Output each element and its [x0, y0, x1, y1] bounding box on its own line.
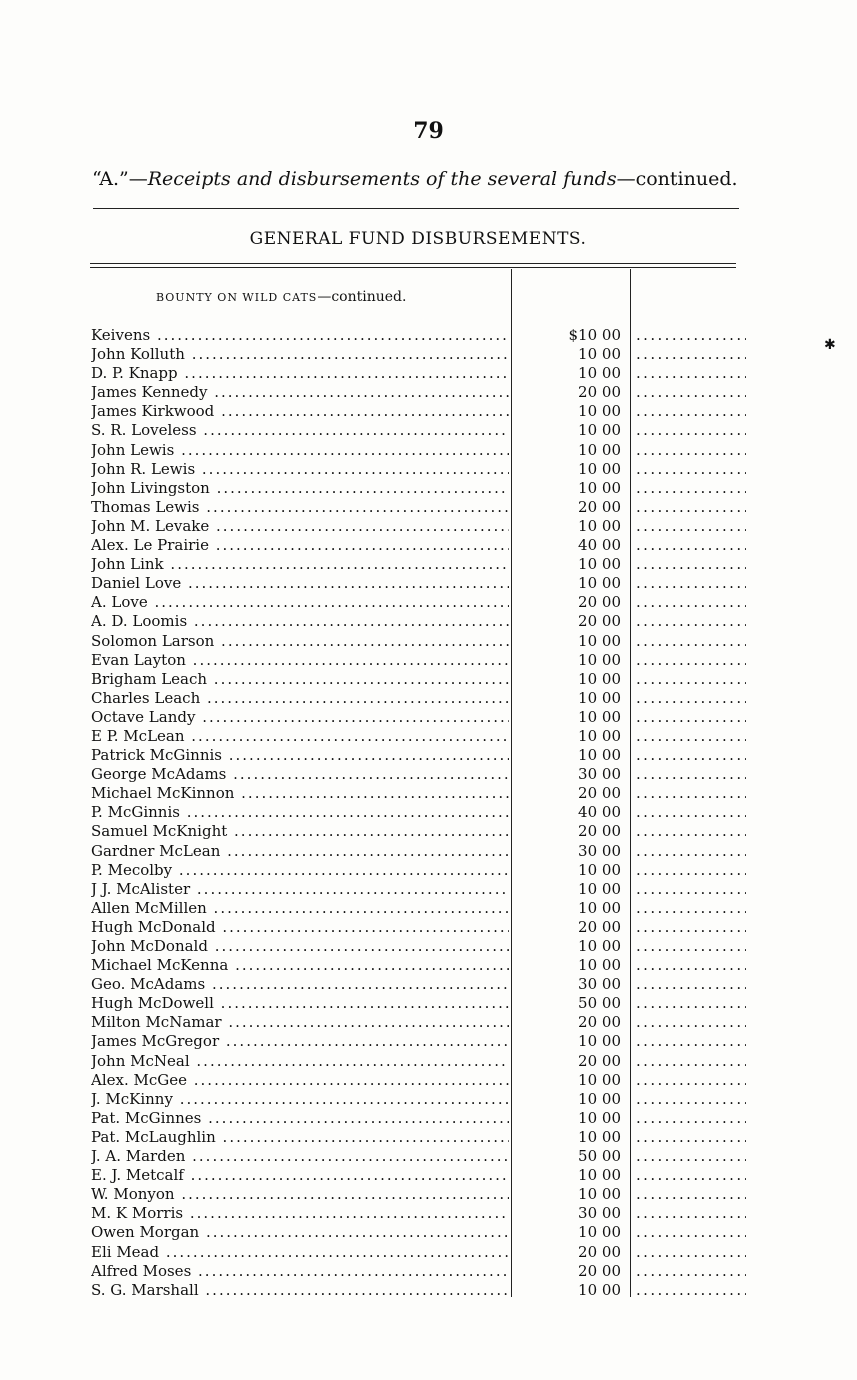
table-row: [91, 651, 751, 670]
table-row: [91, 345, 751, 364]
total-column-leader-dots: [636, 899, 746, 918]
table-row: [91, 1262, 751, 1281]
subtitle-text: BOUNTY ON WILD CATS: [156, 291, 318, 304]
payee-name: E P. McLean .....: [91, 727, 509, 746]
payee-name: James Kirkwood .....: [91, 402, 509, 421]
table-row: [91, 803, 751, 822]
payee-name: J. McKinny .....: [91, 1090, 509, 1109]
table-row: [91, 536, 751, 555]
table-row: [91, 861, 751, 880]
total-column-leader-dots: [636, 975, 746, 994]
payee-name: Samuel McKnight .....: [91, 822, 509, 841]
payment-amount: 10 00: [578, 726, 621, 745]
table-row: [91, 574, 751, 593]
payee-name: P. Mecolby .....: [91, 861, 509, 880]
total-column-leader-dots: [636, 574, 746, 593]
total-column-leader-dots: [636, 765, 746, 784]
payment-amount: 10 00: [578, 574, 621, 593]
table-row: [91, 765, 751, 784]
total-column-leader-dots: [636, 746, 746, 765]
table-row: [91, 1166, 751, 1185]
total-column-leader-dots: [636, 460, 746, 479]
table-row: [91, 1071, 751, 1090]
table-row: [91, 498, 751, 517]
payment-amount: 10 00: [578, 898, 621, 917]
payment-amount: $10 00: [568, 326, 621, 344]
payee-name: John Kolluth .....: [91, 345, 509, 364]
payee-name: Allen McMillen .....: [91, 899, 509, 918]
total-column-leader-dots: [636, 1204, 746, 1223]
total-column-leader-dots: [636, 861, 746, 880]
payee-name: James Kennedy .....: [91, 383, 509, 402]
payee-name: Daniel Love .....: [91, 574, 509, 593]
table-row: [91, 975, 751, 994]
table-row: [91, 689, 751, 708]
table-row: [91, 326, 751, 345]
table-row: [91, 1109, 751, 1128]
table-row: [91, 1204, 751, 1223]
payment-amount: 20 00: [578, 593, 621, 612]
payee-name: W. Monyon .....: [91, 1185, 509, 1204]
payment-amount: 10 00: [578, 1108, 621, 1127]
ink-speck-mark: ✱: [824, 337, 836, 353]
total-column-leader-dots: [636, 1281, 746, 1300]
total-column-leader-dots: [636, 918, 746, 937]
payment-amount: 10 00: [578, 421, 621, 440]
total-column-leader-dots: [636, 689, 746, 708]
payment-amount: 10 00: [578, 478, 621, 497]
payment-amount: 20 00: [578, 1242, 621, 1261]
payment-amount: 40 00: [578, 803, 621, 822]
payment-amount: 10 00: [578, 1089, 621, 1108]
payment-amount: 10 00: [578, 345, 621, 364]
total-column-leader-dots: [636, 498, 746, 517]
payment-amount: 10 00: [578, 1070, 621, 1089]
payee-name: Keivens .....: [91, 326, 509, 345]
total-column-leader-dots: [636, 1147, 746, 1166]
payee-name: Patrick McGinnis .....: [91, 746, 509, 765]
table-top-rule: [90, 263, 736, 264]
payment-amount: 30 00: [578, 975, 621, 994]
payee-name: P. McGinnis .....: [91, 803, 509, 822]
heading-prefix: “A.”—: [92, 168, 148, 190]
payment-amount: 10 00: [578, 402, 621, 421]
total-column-leader-dots: [636, 1166, 746, 1185]
total-column-leader-dots: [636, 1090, 746, 1109]
payment-amount: 30 00: [578, 841, 621, 860]
table-row: [91, 994, 751, 1013]
table-row: [91, 708, 751, 727]
payee-name: Charles Leach .....: [91, 689, 509, 708]
total-column-leader-dots: [636, 1052, 746, 1071]
payment-amount: 10 00: [578, 555, 621, 574]
total-column-leader-dots: [636, 1128, 746, 1147]
total-column-leader-dots: [636, 593, 746, 612]
payment-amount: 10 00: [578, 1032, 621, 1051]
total-column-leader-dots: [636, 612, 746, 631]
payment-amount: 10 00: [578, 440, 621, 459]
payment-amount: 20 00: [578, 612, 621, 631]
table-row: [91, 1128, 751, 1147]
heading-rule: [93, 208, 739, 209]
payment-amount: 10 00: [578, 631, 621, 650]
table-row: [91, 899, 751, 918]
table-row: [91, 632, 751, 651]
payment-amount: 10 00: [578, 516, 621, 535]
total-column-leader-dots: [636, 326, 746, 345]
payee-name: Evan Layton .....: [91, 651, 509, 670]
table-row: [91, 842, 751, 861]
table-row: [91, 1281, 751, 1300]
table-row: [91, 1090, 751, 1109]
table-row: [91, 612, 751, 631]
page-heading: [92, 168, 752, 190]
total-column-leader-dots: [636, 1032, 746, 1051]
payment-amount: 20 00: [578, 1261, 621, 1280]
payee-name: George McAdams .....: [91, 765, 509, 784]
payee-name: D. P. Knapp .....: [91, 364, 509, 383]
payee-name: Michael McKenna .....: [91, 956, 509, 975]
payee-name: Michael McKinnon .....: [91, 784, 509, 803]
payment-amount: 10 00: [578, 860, 621, 879]
payment-amount: 10 00: [578, 1127, 621, 1146]
payment-amount: 20 00: [578, 383, 621, 402]
table-row: [91, 1052, 751, 1071]
payment-amount: 10 00: [578, 937, 621, 955]
payment-amount: 20 00: [578, 1013, 621, 1032]
total-column-leader-dots: [636, 1185, 746, 1204]
table-row: [91, 937, 751, 956]
total-column-leader-dots: [636, 708, 746, 727]
payment-amount: 10 00: [578, 1280, 621, 1299]
payment-amount: 10 00: [578, 650, 621, 669]
payee-name: J J. McAlister .....: [91, 880, 509, 899]
total-column-leader-dots: [636, 956, 746, 975]
heading-italic: Receipts and disbursements of the several funds: [147, 168, 617, 190]
total-column-leader-dots: [636, 632, 746, 651]
heading-suffix: —continued.: [616, 168, 738, 190]
payee-name: Hugh McDowell .....: [91, 994, 509, 1013]
payee-name: John Lewis .....: [91, 441, 509, 460]
payee-name: Alex. Le Prairie .....: [91, 536, 509, 555]
total-column-leader-dots: [636, 364, 746, 383]
payee-name: Eli Mead .....: [91, 1243, 509, 1262]
payee-name: Brigham Leach .....: [91, 670, 509, 689]
total-column-leader-dots: [636, 937, 746, 956]
table-row: [91, 1185, 751, 1204]
table-row: [91, 880, 751, 899]
payment-amount: 10 00: [578, 669, 621, 688]
total-column-leader-dots: [636, 441, 746, 460]
payment-amount: 10 00: [578, 459, 621, 478]
payee-name: John R. Lewis .....: [91, 460, 509, 479]
payment-amount: 40 00: [578, 536, 621, 555]
table-row: [91, 441, 751, 460]
payee-name: Alfred Moses .....: [91, 1262, 509, 1281]
payee-name: Owen Morgan .....: [91, 1223, 509, 1242]
table-row: [91, 727, 751, 746]
payee-name: Milton McNamar .....: [91, 1013, 509, 1032]
payee-name: Alex. McGee .....: [91, 1071, 509, 1090]
payee-name: Thomas Lewis .....: [91, 498, 509, 517]
total-column-leader-dots: [636, 536, 746, 555]
payee-name: Octave Landy .....: [91, 708, 509, 727]
table-row: [91, 822, 751, 841]
payment-amount: 20 00: [578, 917, 621, 936]
payment-amount: 10 00: [578, 364, 621, 383]
payee-name: A. Love .....: [91, 593, 509, 612]
total-column-leader-dots: [636, 880, 746, 899]
payee-name: John McNeal .....: [91, 1052, 509, 1071]
payee-name: Hugh McDonald .....: [91, 918, 509, 937]
section-title: GENERAL FUND DISBURSEMENTS.: [249, 229, 587, 249]
payee-name: J. A. Marden .....: [91, 1147, 509, 1166]
payment-amount: 20 00: [578, 822, 621, 841]
payment-amount: 10 00: [578, 746, 621, 765]
total-column-leader-dots: [636, 727, 746, 746]
payee-name: S. R. Loveless .....: [91, 421, 509, 440]
table-row: [91, 383, 751, 402]
total-column-leader-dots: [636, 421, 746, 440]
total-column-leader-dots: [636, 784, 746, 803]
payment-amount: 10 00: [578, 1223, 621, 1242]
table-row: [91, 555, 751, 574]
payee-name: Pat. McGinnes .....: [91, 1109, 509, 1128]
payment-amount: 20 00: [578, 497, 621, 516]
table-row: [91, 517, 751, 536]
table-row: [91, 746, 751, 765]
total-column-leader-dots: [636, 555, 746, 574]
table-row: [91, 402, 751, 421]
page-number: 79: [413, 118, 444, 144]
table-row: [91, 784, 751, 803]
table-row: [91, 421, 751, 440]
total-column-leader-dots: [636, 1109, 746, 1128]
total-column-leader-dots: [636, 651, 746, 670]
total-column-leader-dots: [636, 479, 746, 498]
payee-name: Gardner McLean .....: [91, 842, 509, 861]
table-row: [91, 479, 751, 498]
payment-amount: 20 00: [578, 784, 621, 803]
total-column-leader-dots: [636, 1262, 746, 1281]
disbursement-table: [91, 326, 751, 1300]
total-column-leader-dots: [636, 383, 746, 402]
payment-amount: 10 00: [578, 1166, 621, 1185]
payment-amount: 50 00: [578, 994, 621, 1013]
table-row: [91, 1032, 751, 1051]
payment-amount: 10 00: [578, 956, 621, 975]
payee-name: S. G. Marshall .....: [91, 1281, 509, 1300]
payment-amount: 10 00: [578, 1185, 621, 1204]
total-column-leader-dots: [636, 517, 746, 536]
payee-name: Geo. McAdams .....: [91, 975, 509, 994]
payment-amount: 10 00: [578, 707, 621, 726]
table-row: [91, 364, 751, 383]
table-row: [91, 918, 751, 937]
total-column-leader-dots: [636, 822, 746, 841]
payment-amount: 50 00: [578, 1147, 621, 1166]
total-column-leader-dots: [636, 345, 746, 364]
payment-amount: 20 00: [578, 1051, 621, 1070]
total-column-leader-dots: [636, 1071, 746, 1090]
table-row: [91, 593, 751, 612]
total-column-leader-dots: [636, 670, 746, 689]
subtitle-suffix: —continued.: [317, 289, 407, 305]
payee-name: John Link .....: [91, 555, 509, 574]
table-top-rule-inner: [90, 267, 736, 268]
table-row: [91, 1147, 751, 1166]
payee-name: A. D. Loomis .....: [91, 612, 509, 631]
payment-amount: 30 00: [578, 1204, 621, 1223]
payment-amount: 10 00: [578, 879, 621, 898]
payee-name: E. J. Metcalf .....: [91, 1166, 509, 1185]
payee-name: Pat. McLaughlin .....: [91, 1128, 509, 1147]
total-column-leader-dots: [636, 803, 746, 822]
payment-amount: 10 00: [578, 688, 621, 707]
payee-name: John Livingston .....: [91, 479, 509, 498]
table-subtitle: [156, 289, 406, 305]
table-row: [91, 460, 751, 479]
table-row: [91, 1223, 751, 1242]
total-column-leader-dots: [636, 994, 746, 1013]
table-row: [91, 956, 751, 975]
table-row: [91, 1243, 751, 1262]
payee-name: John M. Levake .....: [91, 517, 509, 536]
total-column-leader-dots: [636, 402, 746, 421]
payee-name: M. K Morris .....: [91, 1204, 509, 1223]
total-column-leader-dots: [636, 1223, 746, 1242]
total-column-leader-dots: [636, 1013, 746, 1032]
payee-name: John McDonald .....: [91, 937, 509, 956]
payee-name: Solomon Larson .....: [91, 632, 509, 651]
table-row: [91, 670, 751, 689]
table-row: [91, 1013, 751, 1032]
payment-amount: 30 00: [578, 765, 621, 784]
total-column-leader-dots: [636, 1243, 746, 1262]
total-column-leader-dots: [636, 842, 746, 861]
payee-name: James McGregor .....: [91, 1032, 509, 1051]
